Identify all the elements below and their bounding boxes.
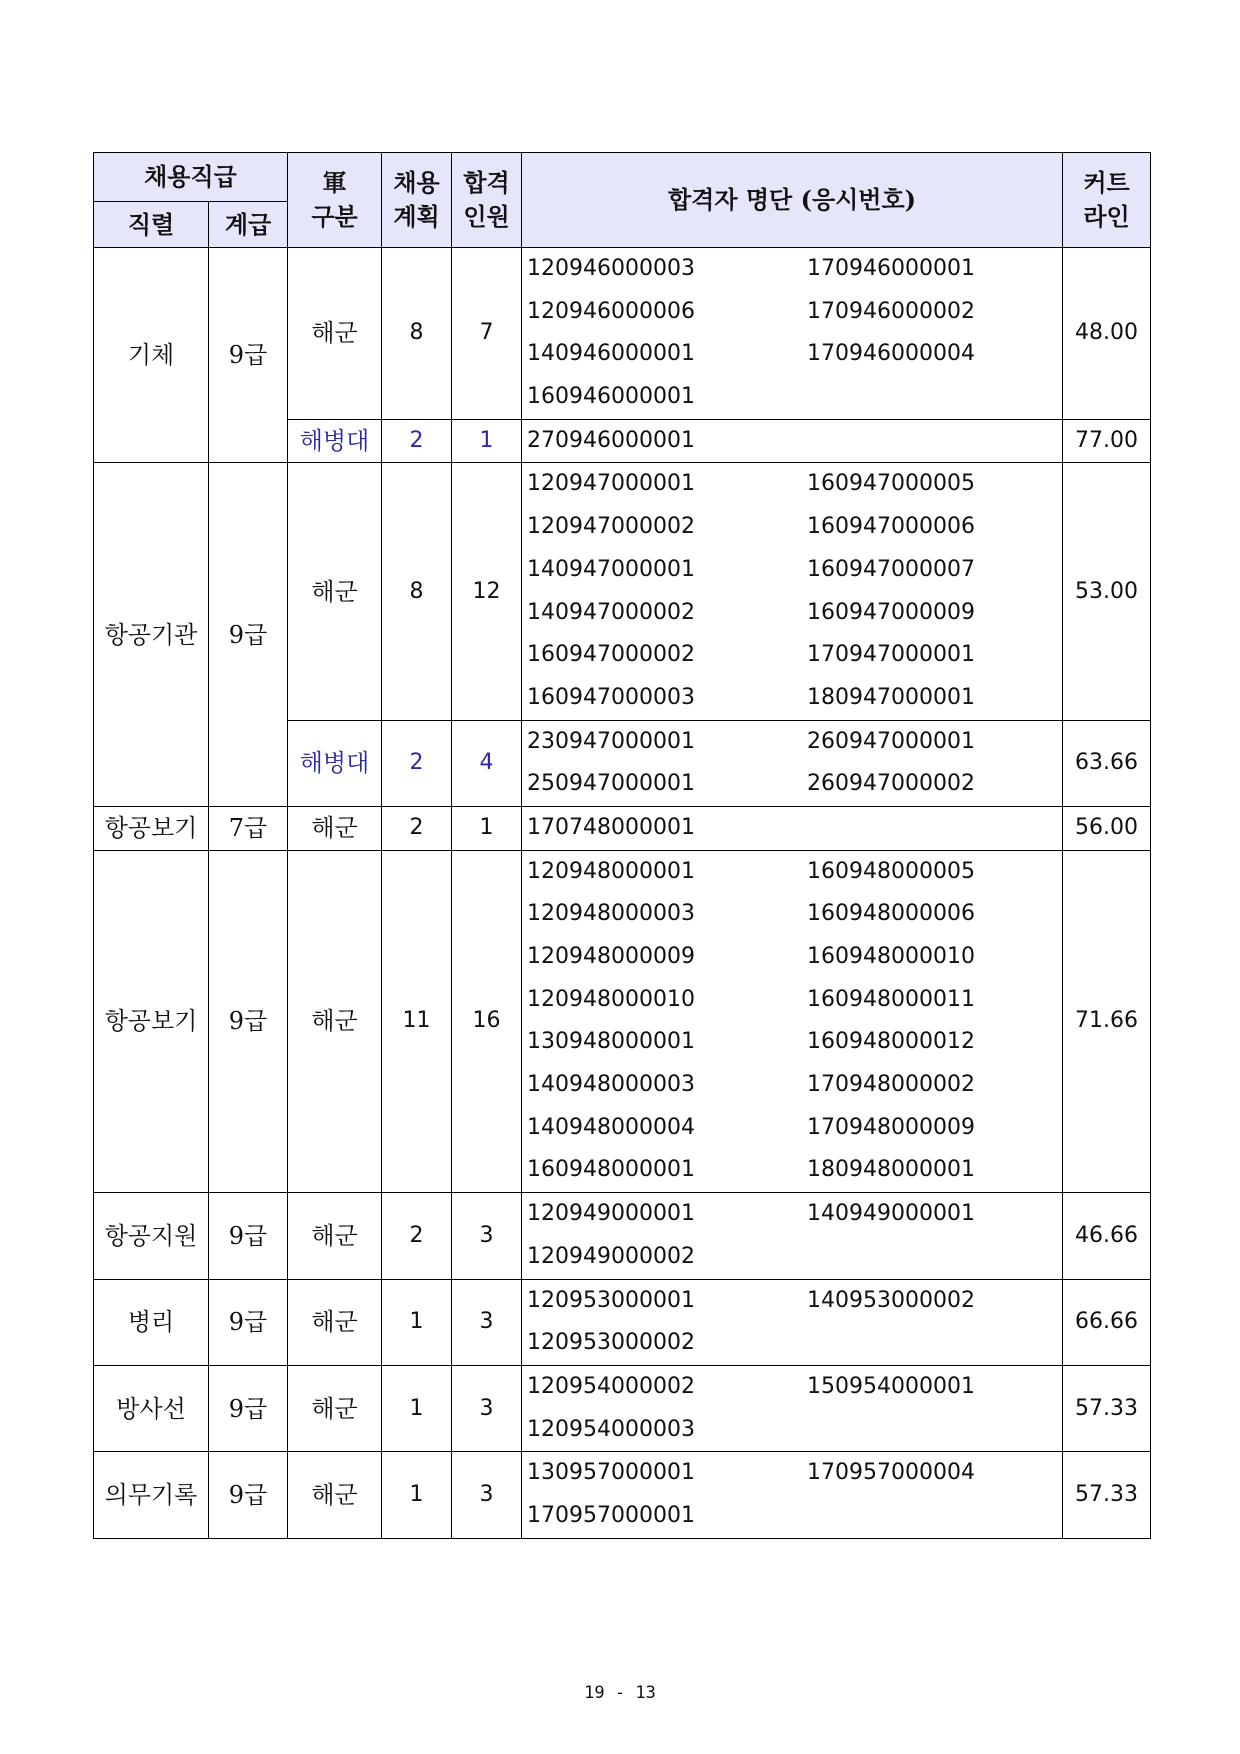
cutline-cell: 57.33: [1063, 1452, 1151, 1538]
passer-id: 130948000001: [527, 1029, 695, 1055]
cutline-cell: 48.00: [1063, 248, 1151, 420]
passer-id: 120947000002: [527, 514, 695, 540]
passer-id: 140947000001: [527, 556, 695, 582]
passer-id-list: [522, 1452, 1062, 1537]
grade-cell: 9급: [209, 1365, 288, 1451]
grade-cell: 7급: [209, 806, 288, 850]
branch-cell: 해병대: [288, 720, 382, 806]
passer-id-list: [522, 420, 1062, 463]
header-recruit-grade: 채용직급: [94, 153, 288, 202]
table-row: [94, 463, 1151, 720]
table-body: [94, 248, 1151, 1539]
grade-cell: 9급: [209, 463, 288, 807]
passer-id: 170957000004: [807, 1460, 975, 1486]
table-row: [94, 1279, 1151, 1365]
cutline-cell: 53.00: [1063, 463, 1151, 720]
passer-id: 170946000004: [807, 341, 975, 367]
grade-cell: 9급: [209, 1279, 288, 1365]
job-series-cell: 항공지원: [94, 1193, 209, 1279]
passer-id: 170957000001: [527, 1502, 695, 1528]
job-series-cell: 항공보기: [94, 806, 209, 850]
passer-ids-cell: [522, 806, 1063, 850]
passed-cell: 1: [452, 806, 522, 850]
passer-id: 260947000001: [807, 728, 975, 754]
page-number: 19 - 13: [584, 1683, 656, 1703]
grade-cell: 9급: [209, 850, 288, 1193]
passer-id: 120954000002: [527, 1373, 695, 1399]
cutline-cell: 56.00: [1063, 806, 1151, 850]
passer-id: 160947000002: [527, 642, 695, 668]
branch-cell: 해군: [288, 850, 382, 1193]
table-row: [94, 1193, 1151, 1279]
table-row: [94, 850, 1151, 1193]
header-grade: 계급: [209, 202, 288, 248]
passer-id: 120948000003: [527, 901, 695, 927]
passer-id: 160947000006: [807, 514, 975, 540]
passer-id-list: [522, 248, 1062, 419]
passer-id: 170947000001: [807, 642, 975, 668]
passer-id: 180947000001: [807, 684, 975, 710]
passer-ids-cell: [522, 850, 1063, 1193]
passer-id: 120948000010: [527, 986, 695, 1012]
passer-id: 120953000002: [527, 1330, 695, 1356]
header-plan: 채용 계획: [382, 153, 452, 248]
passed-cell: 7: [452, 248, 522, 420]
passer-id: 170946000001: [807, 256, 975, 281]
cutline-cell: 66.66: [1063, 1279, 1151, 1365]
passer-ids-cell: [522, 720, 1063, 806]
branch-cell: 해군: [288, 1279, 382, 1365]
passer-id-list: [522, 463, 1062, 719]
passer-id: 180948000001: [807, 1157, 975, 1183]
passer-id: 260947000002: [807, 771, 975, 797]
passer-id: 120948000009: [527, 944, 695, 969]
passer-id: 140948000004: [527, 1114, 695, 1140]
header-military: 軍 구분: [288, 153, 382, 248]
job-series-cell: 병리: [94, 1279, 209, 1365]
header-job-series: 직렬: [94, 202, 209, 248]
passer-id: 160948000010: [807, 944, 975, 969]
passer-id: 160947000009: [807, 599, 975, 625]
passer-id: 140947000002: [527, 599, 695, 625]
passer-id: 170748000001: [527, 814, 695, 840]
plan-cell: 1: [382, 1452, 452, 1538]
passer-id: 130957000001: [527, 1460, 695, 1486]
passer-id: 120954000003: [527, 1416, 695, 1442]
job-series-cell: 의무기록: [94, 1452, 209, 1538]
branch-cell: 해군: [288, 1365, 382, 1451]
passed-cell: 3: [452, 1452, 522, 1538]
passed-cell: 12: [452, 463, 522, 720]
passer-ids-cell: [522, 248, 1063, 420]
plan-cell: 1: [382, 1365, 452, 1451]
table-row: [94, 1365, 1151, 1451]
passer-id: 120948000001: [527, 858, 695, 884]
cutline-cell: 57.33: [1063, 1365, 1151, 1451]
passer-id-list: [522, 1280, 1062, 1365]
grade-cell: 9급: [209, 248, 288, 463]
passer-id: 160947000003: [527, 684, 695, 710]
passer-ids-cell: [522, 1452, 1063, 1538]
job-series-cell: 항공보기: [94, 850, 209, 1193]
passed-cell: 1: [452, 419, 522, 463]
passer-id: 120949000002: [527, 1243, 695, 1269]
passer-id-list: [522, 721, 1062, 806]
passer-id: 270946000001: [527, 427, 695, 453]
branch-cell: 해군: [288, 1452, 382, 1538]
passed-cell: 4: [452, 720, 522, 806]
passer-id: 170948000002: [807, 1072, 975, 1098]
passer-id: 120946000003: [527, 256, 695, 281]
passed-cell: 16: [452, 850, 522, 1193]
plan-cell: 1: [382, 1279, 452, 1365]
passer-id: 160947000007: [807, 556, 975, 582]
passer-ids-cell: [522, 419, 1063, 463]
table-row: [94, 248, 1151, 420]
plan-cell: 8: [382, 248, 452, 420]
passer-id: 160946000001: [527, 384, 695, 410]
cutline-cell: 71.66: [1063, 850, 1151, 1193]
passed-cell: 3: [452, 1365, 522, 1451]
passer-id: 140948000003: [527, 1072, 695, 1098]
plan-cell: 11: [382, 850, 452, 1193]
header-passer-list: 합격자 명단 (응시번호): [522, 153, 1063, 248]
results-table: [93, 152, 1151, 1539]
cutline-cell: 46.66: [1063, 1193, 1151, 1279]
passer-id: 120949000001: [527, 1201, 695, 1227]
passer-id: 120947000001: [527, 471, 695, 497]
passer-ids-cell: [522, 1279, 1063, 1365]
plan-cell: 2: [382, 419, 452, 463]
passed-cell: 3: [452, 1193, 522, 1279]
table-header: [94, 153, 1151, 248]
passer-id: 160948000006: [807, 901, 975, 927]
header-passed: 합격 인원: [452, 153, 522, 248]
passer-ids-cell: [522, 1365, 1063, 1451]
branch-cell: 해군: [288, 1193, 382, 1279]
branch-cell: 해병대: [288, 419, 382, 463]
cutline-cell: 77.00: [1063, 419, 1151, 463]
plan-cell: 2: [382, 720, 452, 806]
passer-id: 170948000009: [807, 1114, 975, 1140]
job-series-cell: 항공기관: [94, 463, 209, 807]
passer-ids-cell: [522, 1193, 1063, 1279]
branch-cell: 해군: [288, 463, 382, 720]
table-row: [94, 806, 1151, 850]
passer-id: 170946000002: [807, 298, 975, 324]
passer-id: 160948000005: [807, 858, 975, 884]
passer-id: 150954000001: [807, 1373, 975, 1399]
job-series-cell: 방사선: [94, 1365, 209, 1451]
header-cutline: 커트 라인: [1063, 153, 1151, 248]
passer-id: 160948000011: [807, 986, 975, 1012]
passer-ids-cell: [522, 463, 1063, 720]
grade-cell: 9급: [209, 1452, 288, 1538]
job-series-cell: 기체: [94, 248, 209, 463]
passer-id: 140946000001: [527, 341, 695, 367]
passer-id-list: [522, 1366, 1062, 1451]
plan-cell: 2: [382, 806, 452, 850]
passer-id: 250947000001: [527, 771, 695, 797]
passer-id-list: [522, 807, 1062, 850]
passed-cell: 3: [452, 1279, 522, 1365]
passer-id-list: [522, 1193, 1062, 1278]
passer-id-list: [522, 851, 1062, 1193]
passer-id: 160948000012: [807, 1029, 975, 1055]
passer-id: 120953000001: [527, 1287, 695, 1313]
branch-cell: 해군: [288, 248, 382, 420]
branch-cell: 해군: [288, 806, 382, 850]
passer-id: 140953000002: [807, 1287, 975, 1313]
passer-id: 230947000001: [527, 728, 695, 754]
grade-cell: 9급: [209, 1193, 288, 1279]
passer-id: 160948000001: [527, 1157, 695, 1183]
cutline-cell: 63.66: [1063, 720, 1151, 806]
passer-id: 140949000001: [807, 1201, 975, 1227]
passer-id: 120946000006: [527, 298, 695, 324]
passer-id: 160947000005: [807, 471, 975, 497]
table-row: [94, 1452, 1151, 1538]
plan-cell: 8: [382, 463, 452, 720]
plan-cell: 2: [382, 1193, 452, 1279]
